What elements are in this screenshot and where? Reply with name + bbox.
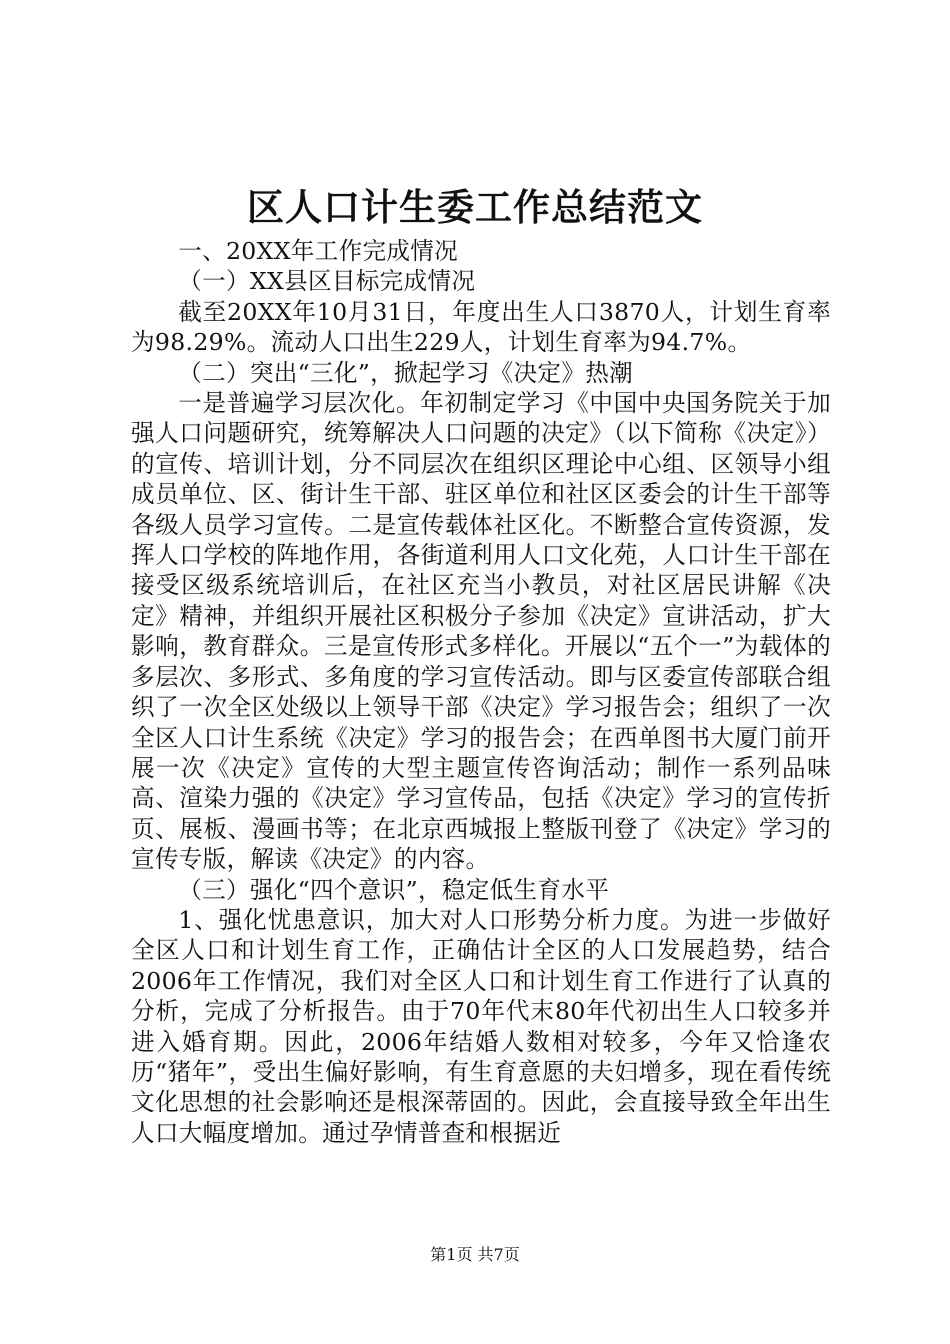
- document-body: [131, 236, 831, 1148]
- paragraph-study: 一是普遍学习层次化。年初制定学习《中国中央国务院关于加强人口问题研究，统筹解决人口问题的决定》（以下简称《决定》）的宣传、培训计划，分不同层次在组织区理论中心组、区领导小组成员单位、区、街计生干部、驻区单位和社区区委会的计生干部等各级人员学习宣传。二是宣传载体社区化。不断整合宣传资源，发挥人口学校的阵地作用，各街道利用人口文化苑，人口计生干部在接受区级系统培训后，在社区充当小教员，对社区居民讲解《决定》精神，并组织开展社区积极分子参加《决定》宣讲活动，扩大影响，教育群众。三是宣传形式多样化。开展以“五个一”为载体的多层次、多形式、多角度的学习宣传活动。即与区委宣传部联合组织了一次全区处级以上领导干部《决定》学习报告会；组织了一次全区人口计生系统《决定》学习的报告会；在西单图书大厦门前开展一次《决定》宣传的大型主题宣传咨询活动；制作一系列品味高、渲染力强的《决定》学习宣传品，包括《决定》学习的宣传折页、展板、漫画书等；在北京西城报上整版刊登了《决定》学习的宣传专版，解读《决定》的内容。: [131, 389, 831, 874]
- paragraph-awareness: 1、强化忧患意识，加大对人口形势分析力度。为进一步做好全区人口和计划生育工作，正确估计全区的人口发展趋势，结合2006年工作情况，我们对全区人口和计划生育工作进行了认真的分析，完成了分析报告。由于70年代末80年代初出生人口较多并进入婚育期。因此，2006年结婚人数相对较多，今年又恰逢农历“猪年”，受出生偏好影响，有生育意愿的夫妇增多，现在看传统文化思想的社会影响还是根深蒂固的。因此，会直接导致全年出生人口大幅度增加。通过孕情普查和根据近: [131, 905, 831, 1147]
- subsection-heading-1: （一）XX县区目标完成情况: [178, 267, 476, 296]
- page-number-footer: 第1页 共7页: [430, 1245, 520, 1264]
- subsection-heading-2: （二）突出“三化”，掀起学习《决定》热潮: [178, 358, 633, 387]
- subsection-heading-3: （三）强化“四个意识”，稳定低生育水平: [178, 875, 610, 904]
- section-heading-1: 一、20XX年工作完成情况: [178, 237, 459, 265]
- document-title: 区人口计生委工作总结范文: [247, 185, 703, 229]
- paragraph-targets: 截至20XX年10月31日，年度出生人口3870人，计划生育率为98.29%。流动人口出生229人，计划生育率为94.7%。: [131, 297, 831, 357]
